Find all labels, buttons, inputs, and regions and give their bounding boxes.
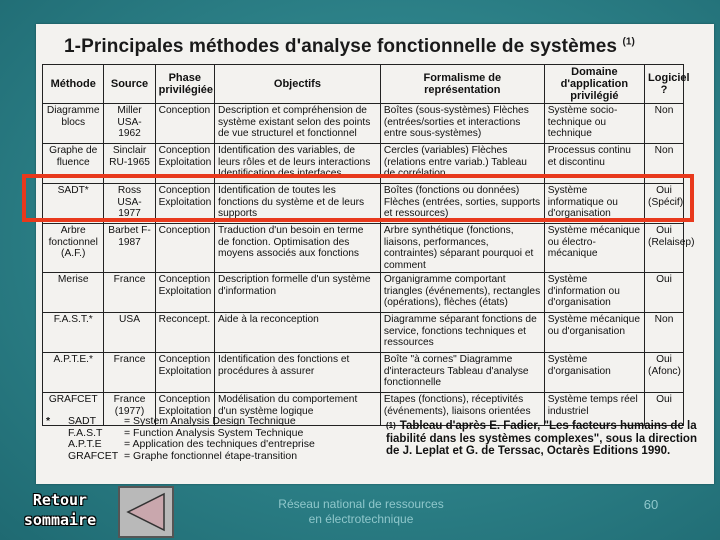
cell-objectifs: Identification des variables, de leurs rôles et de leurs interactions Identification des interfaces <box>215 144 381 184</box>
page-number: 60 <box>643 497 659 512</box>
cell-logiciel: Oui (Spécif) <box>645 184 684 224</box>
back-button[interactable] <box>118 486 174 538</box>
legend-item: SADT = System Analysis Design Technique <box>68 415 296 427</box>
cell-logiciel: Non <box>645 104 684 144</box>
source-citation: $^{(1)}$ Tableau d'après E. Fadier, "Les facteurs humains de la fiabilité dans les systèmes complexes", sous la direction de J. Leplat et G. de Terssac, Octarès Editions 1990. <box>386 420 697 457</box>
cell-domaine: Système informatique ou d'organisation <box>544 184 644 224</box>
page-title: 1-Principales méthodes d'analyse fonctionnelle de systèmes $^{(1)}$ <box>64 36 635 57</box>
cell-objectifs: Traduction d'un besoin en terme de fonction. Optimisation des moyens associés aux fonctions <box>215 224 381 273</box>
cell-methode: F.A.S.T.* <box>43 313 104 353</box>
cell-logiciel: Oui (Afonc) <box>645 353 684 393</box>
cell-objectifs: Description et compréhension de système existant selon des points de vue structurel et fonctionnel <box>215 104 381 144</box>
cell-logiciel: Oui <box>645 393 684 426</box>
cell-logiciel: Oui <box>645 273 684 313</box>
header-methode: Méthode <box>43 65 104 104</box>
cell-objectifs: Description formelle d'un système d'information <box>215 273 381 313</box>
cell-source: France (1977) <box>104 393 155 426</box>
cell-domaine: Système mécanique ou d'organisation <box>544 313 644 353</box>
network-footer: Réseau national de ressources en électrotechnique <box>278 497 444 526</box>
table-row <box>43 224 684 273</box>
retour-sommaire-link[interactable]: Retour sommaire <box>23 491 97 529</box>
cell-source: USA <box>104 313 155 353</box>
footnotes <box>46 416 706 480</box>
header-logiciel: Logiciel ? <box>645 65 684 104</box>
header-domaine: Domaine d'application privilégié <box>544 65 644 104</box>
cell-domaine: Système mécanique ou électro-mécanique <box>544 224 644 273</box>
cell-phase: Conception Exploitation <box>155 184 214 224</box>
table-row <box>43 313 684 353</box>
cell-source: Barbet F-1987 <box>104 224 155 273</box>
cell-objectifs: Identification de toutes les fonctions du système et de leurs supports <box>215 184 381 224</box>
cell-source: France <box>104 353 155 393</box>
cell-formalisme: Organigramme comportant triangles (événements), rectangles (opérations), flèches (états) <box>380 273 544 313</box>
legend-item: GRAFCET = Graphe fonctionnel étape-transition <box>68 449 298 462</box>
cell-formalisme: Arbre synthétique (fonctions, liaisons, performances, contraintes) séparant pourquoi et comment <box>380 224 544 273</box>
cell-source: France <box>104 273 155 313</box>
cell-domaine: Processus continu et discontinu <box>544 144 644 184</box>
cell-formalisme: Etapes (fonctions), réceptivités (événements), liaisons orientées <box>380 393 544 426</box>
table-row <box>43 353 684 393</box>
cell-objectifs: Identification des fonctions et procédures à assurer <box>215 353 381 393</box>
table-header-row <box>43 65 684 104</box>
table-row <box>43 273 684 313</box>
header-formalisme: Formalisme de représentation <box>380 65 544 104</box>
cell-formalisme: Boîtes (sous-systèmes) Flèches (entrées/sorties et interactions entre sous-systèmes) <box>380 104 544 144</box>
cell-formalisme: Cercles (variables) Flèches (relations entre variab.) Tableau de corrélation <box>380 144 544 184</box>
cell-methode: Merise <box>43 273 104 313</box>
cell-formalisme: Diagramme séparant fonctions de service, fonctions techniques et ressources <box>380 313 544 353</box>
cell-logiciel: Oui (Relaisep) <box>645 224 684 273</box>
cell-methode: A.P.T.E.* <box>43 353 104 393</box>
table-row <box>43 104 684 144</box>
cell-phase: Reconcept. <box>155 313 214 353</box>
cell-logiciel: Non <box>645 313 684 353</box>
cell-domaine: Système socio-technique ou technique <box>544 104 644 144</box>
cell-methode: GRAFCET <box>43 393 104 426</box>
cell-domaine: Système d'information ou d'organisation <box>544 273 644 313</box>
cell-logiciel: Non <box>645 144 684 184</box>
cell-domaine: Système d'organisation <box>544 353 644 393</box>
header-objectifs: Objectifs <box>215 65 381 104</box>
footnote-star: * <box>46 415 51 427</box>
cell-objectifs: Aide à la reconception <box>215 313 381 353</box>
cell-source: Miller USA-1962 <box>104 104 155 144</box>
left-triangle-icon <box>124 492 168 532</box>
legend-item: A.P.T.E = Application des techniques d'entreprise <box>68 438 315 450</box>
cell-phase: Conception Exploitation <box>155 393 214 426</box>
cell-domaine: Système temps réel industriel <box>544 393 644 426</box>
table-row <box>43 144 684 184</box>
header-phase: Phase privilégiée <box>155 65 214 104</box>
cell-phase: Conception <box>155 104 214 144</box>
cell-formalisme: Boîte "à cornes" Diagramme d'interacteurs Tableau d'analyse fonctionnelle <box>380 353 544 393</box>
abbreviation-legend <box>46 416 376 462</box>
cell-phase: Conception <box>155 224 214 273</box>
cell-methode: SADT* <box>43 184 104 224</box>
cell-methode: Graphe de fluence <box>43 144 104 184</box>
cell-objectifs: Modélisation du comportement d'un système logique <box>215 393 381 426</box>
methods-table <box>42 64 695 426</box>
cell-methode: Arbre fonctionnel (A.F.) <box>43 224 104 273</box>
cell-methode: Diagramme blocs <box>43 104 104 144</box>
cell-source: Ross USA-1977 <box>104 184 155 224</box>
table-row-sadt <box>43 184 684 224</box>
legend-item: F.A.S.T = Function Analysis System Technique <box>68 426 304 439</box>
scanned-document <box>36 24 714 484</box>
cell-source: Sinclair RU-1965 <box>104 144 155 184</box>
cell-phase: Conception Exploitation <box>155 353 214 393</box>
cell-phase: Conception Exploitation <box>155 273 214 313</box>
cell-formalisme: Boîtes (fonctions ou données) Flèches (entrées, sorties, supports et ressources) <box>380 184 544 224</box>
header-source: Source <box>104 65 155 104</box>
cell-phase: Conception Exploitation <box>155 144 214 184</box>
